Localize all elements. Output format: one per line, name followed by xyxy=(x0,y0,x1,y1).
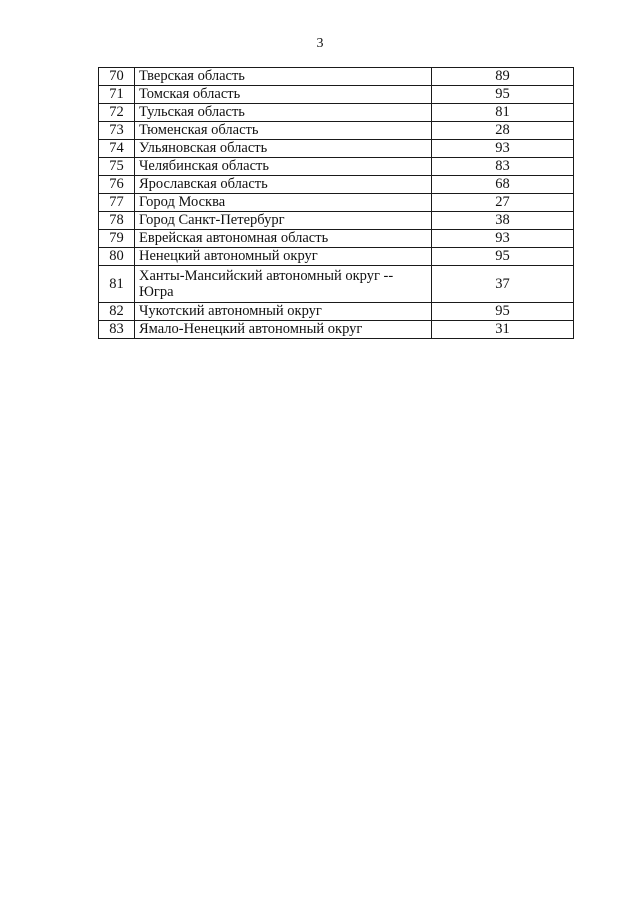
row-number: 79 xyxy=(99,230,135,248)
row-number: 72 xyxy=(99,104,135,122)
table-row xyxy=(99,248,574,266)
row-number: 77 xyxy=(99,194,135,212)
table-row xyxy=(99,68,574,86)
table-row xyxy=(99,176,574,194)
row-number: 81 xyxy=(99,266,135,303)
row-number: 82 xyxy=(99,303,135,321)
region-name: Тюменская область xyxy=(135,122,432,140)
table-row xyxy=(99,158,574,176)
region-value: 89 xyxy=(432,68,574,86)
regions-table xyxy=(98,67,574,339)
table-row xyxy=(99,104,574,122)
region-value: 93 xyxy=(432,230,574,248)
region-value: 68 xyxy=(432,176,574,194)
table-row xyxy=(99,140,574,158)
region-name: Еврейская автономная область xyxy=(135,230,432,248)
row-number: 83 xyxy=(99,321,135,339)
region-value: 37 xyxy=(432,266,574,303)
table-row xyxy=(99,266,574,303)
row-number: 78 xyxy=(99,212,135,230)
region-value: 93 xyxy=(432,140,574,158)
table-row xyxy=(99,194,574,212)
region-name: Тверская область xyxy=(135,68,432,86)
region-value: 28 xyxy=(432,122,574,140)
region-name: Ямало-Ненецкий автономный округ xyxy=(135,321,432,339)
table-row xyxy=(99,230,574,248)
region-name: Ханты-Мансийский автономный округ -- Югра xyxy=(135,266,432,303)
region-value: 83 xyxy=(432,158,574,176)
region-name: Город Санкт-Петербург xyxy=(135,212,432,230)
row-number: 70 xyxy=(99,68,135,86)
table-row xyxy=(99,122,574,140)
row-number: 74 xyxy=(99,140,135,158)
region-value: 27 xyxy=(432,194,574,212)
region-value: 95 xyxy=(432,303,574,321)
region-value: 95 xyxy=(432,248,574,266)
row-number: 76 xyxy=(99,176,135,194)
region-value: 95 xyxy=(432,86,574,104)
region-value: 81 xyxy=(432,104,574,122)
region-name: Город Москва xyxy=(135,194,432,212)
region-name: Ненецкий автономный округ xyxy=(135,248,432,266)
row-number: 71 xyxy=(99,86,135,104)
table-row xyxy=(99,303,574,321)
region-name: Томская область xyxy=(135,86,432,104)
regions-table-container xyxy=(98,67,573,339)
region-name: Ульяновская область xyxy=(135,140,432,158)
table-row xyxy=(99,321,574,339)
page-number: 3 xyxy=(316,36,324,51)
region-value: 38 xyxy=(432,212,574,230)
row-number: 73 xyxy=(99,122,135,140)
table-row xyxy=(99,212,574,230)
table-row xyxy=(99,86,574,104)
region-name: Ярославская область xyxy=(135,176,432,194)
row-number: 80 xyxy=(99,248,135,266)
region-value: 31 xyxy=(432,321,574,339)
row-number: 75 xyxy=(99,158,135,176)
region-name: Тульская область xyxy=(135,104,432,122)
region-name: Чукотский автономный округ xyxy=(135,303,432,321)
region-name: Челябинская область xyxy=(135,158,432,176)
